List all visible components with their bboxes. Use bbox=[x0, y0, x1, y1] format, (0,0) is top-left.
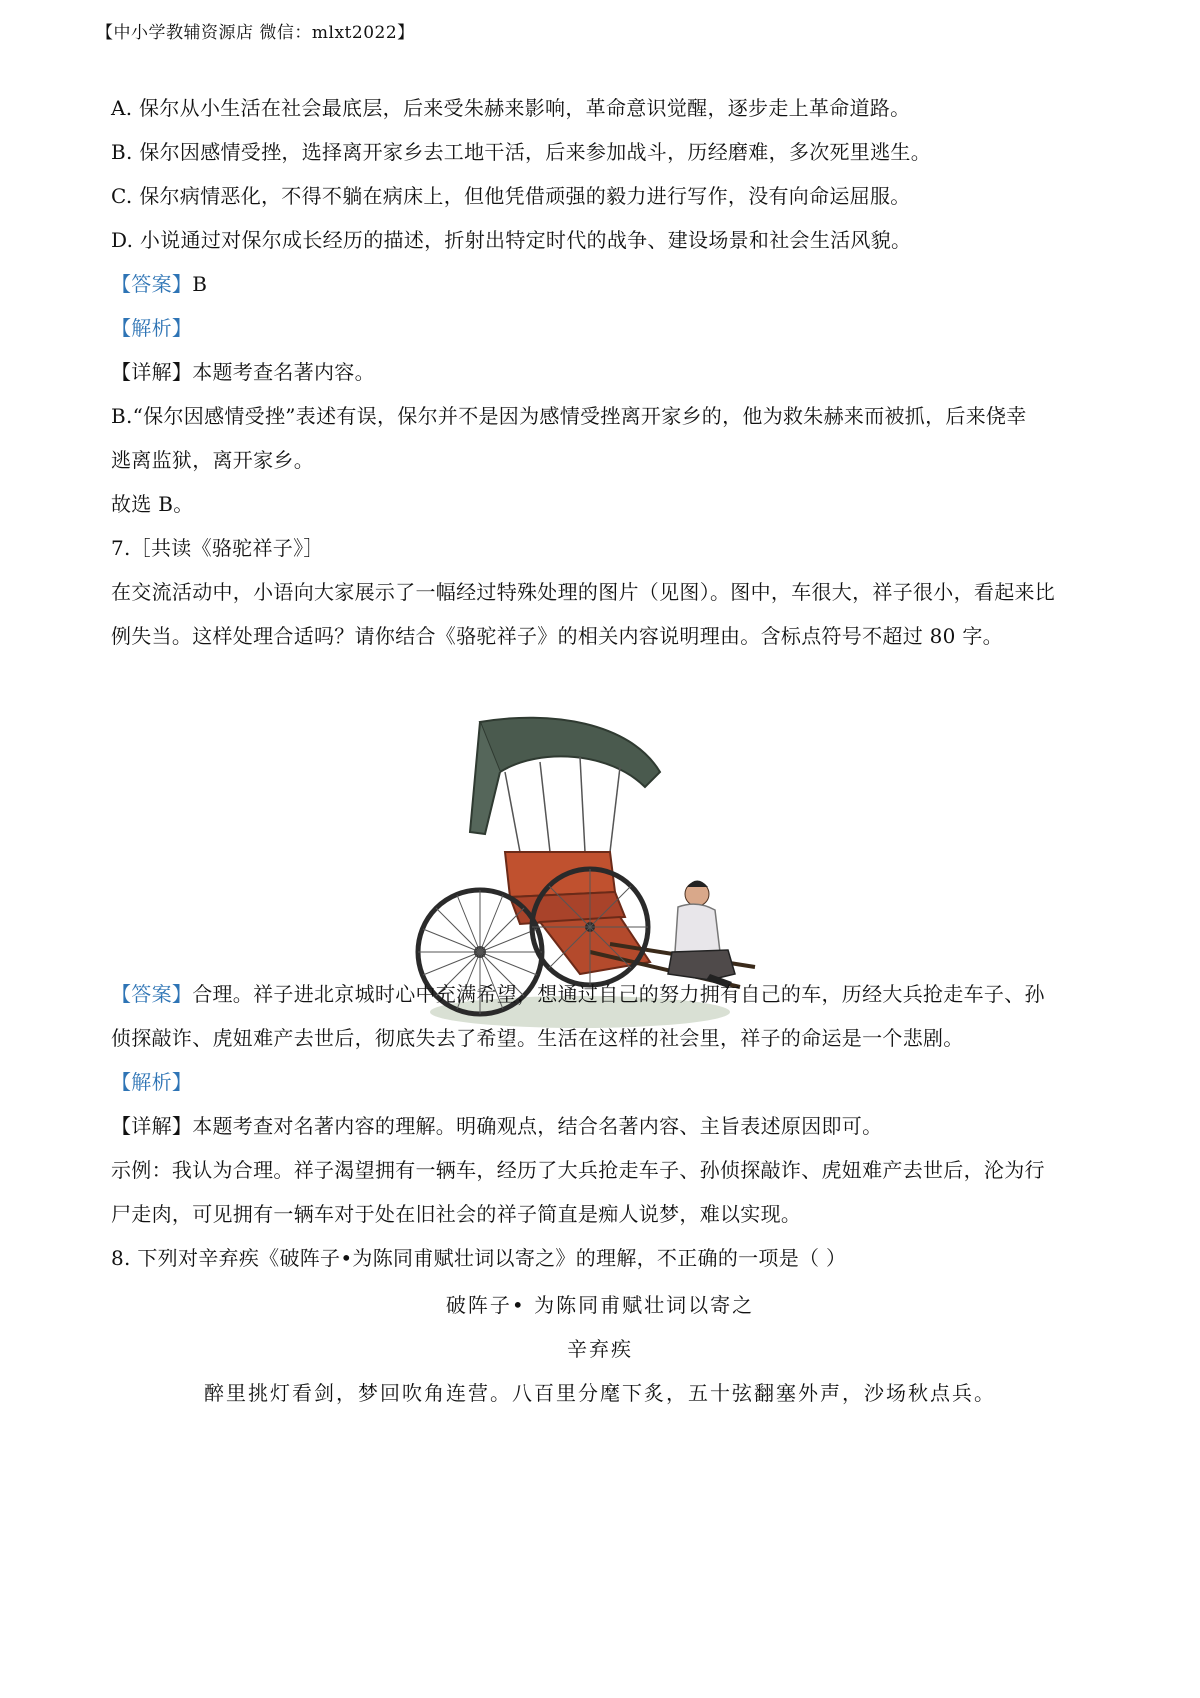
q7-example-line-2: 尸走肉，可见拥有一辆车对于处在旧社会的祥子简直是痴人说梦，难以实现。 bbox=[111, 1202, 802, 1226]
q7-title: 7.［共读《骆驼祥子》］ bbox=[111, 536, 324, 560]
option-c: C. 保尔病情恶化，不得不躺在病床上，但他凭借顽强的毅力进行写作，没有向命运屈服。 bbox=[111, 184, 911, 208]
q7-detail-tag: 【详解】 bbox=[111, 1114, 193, 1138]
detail-tag: 【详解】 bbox=[111, 360, 193, 384]
q7-detail-line bbox=[111, 1113, 882, 1139]
canopy bbox=[480, 718, 660, 787]
q7-detail-text: 本题考查对名著内容的理解。明确观点，结合名著内容、主旨表述原因即可。 bbox=[192, 1114, 883, 1138]
option-d: D. 小说通过对保尔成长经历的描述，折射出特定时代的战争、建设场景和社会生活风貌。 bbox=[111, 228, 912, 252]
xiangzi-figure bbox=[668, 881, 735, 989]
answer-tag: 【答案】 bbox=[111, 272, 193, 296]
detail-text: 本题考查名著内容。 bbox=[192, 360, 375, 384]
q7-answer-line-1: 【答案】合理。祥子进北京城时心中充满希望，想通过自己的努力拥有自己的车，历经大兵抢走车子、孙 bbox=[111, 982, 1045, 1006]
analysis-tag: 【解析】 bbox=[111, 316, 193, 340]
option-b: B. 保尔因感情受挫，选择离开家乡去工地干活，后来参加战斗，历经磨难，多次死里逃生。 bbox=[111, 140, 932, 164]
detail-line bbox=[111, 359, 375, 385]
q7-prompt-line-1: 在交流活动中，小语向大家展示了一幅经过特殊处理的图片（见图）。图中，车很大，祥子很小，看起来比 bbox=[111, 580, 1056, 604]
option-a: A. 保尔从小生活在社会最底层，后来受朱赫来影响，革命意识觉醒，逐步走上革命道路。 bbox=[111, 96, 911, 120]
q7-prompt-line-2: 例失当。这样处理合适吗？请你结合《骆驼祥子》的相关内容说明理由。含标点符号不超过 80 字。 bbox=[111, 624, 1003, 648]
explanation-line-2: 逃离监狱，离开家乡。 bbox=[111, 448, 314, 472]
q7-analysis-tag: 【解析】 bbox=[111, 1070, 193, 1094]
explanation-line-1: B.“保尔因感情受挫”表述有误，保尔并不是因为感情受挫离开家乡的，他为救朱赫来而被抓，后来侥幸 bbox=[111, 404, 1027, 428]
answer-line bbox=[111, 271, 207, 297]
source-note: 【中小学教辅资源店 微信：mlxt2022】 bbox=[96, 23, 415, 43]
conclusion: 故选 B。 bbox=[111, 492, 194, 516]
q8-title: 8. 下列对辛弃疾《破阵子•为陈同甫赋壮词以寄之》的理解，不正确的一项是（ ） bbox=[111, 1246, 847, 1270]
q7-answer-tag: 【答案】 bbox=[111, 982, 193, 1006]
poem-title: 破阵子• 为陈同甫赋壮词以寄之 bbox=[445, 1293, 755, 1317]
wheel-right bbox=[532, 869, 648, 985]
poem-line-1: 醉里挑灯看剑，梦回吹角连营。八百里分麾下炙，五十弦翻塞外声，沙场秋点兵。 bbox=[204, 1381, 996, 1405]
q7-example-line-1: 示例：我认为合理。祥子渴望拥有一辆车，经历了大兵抢走车子、孙侦探敲诈、虎妞难产去世后，沦为行 bbox=[111, 1158, 1045, 1182]
q7-answer-line-2: 侦探敲诈、虎妞难产去世后，彻底失去了希望。生活在这样的社会里，祥子的命运是一个悲剧。 bbox=[111, 1026, 964, 1050]
answer-value: B bbox=[192, 272, 208, 296]
poem-author: 辛弃疾 bbox=[567, 1337, 633, 1361]
